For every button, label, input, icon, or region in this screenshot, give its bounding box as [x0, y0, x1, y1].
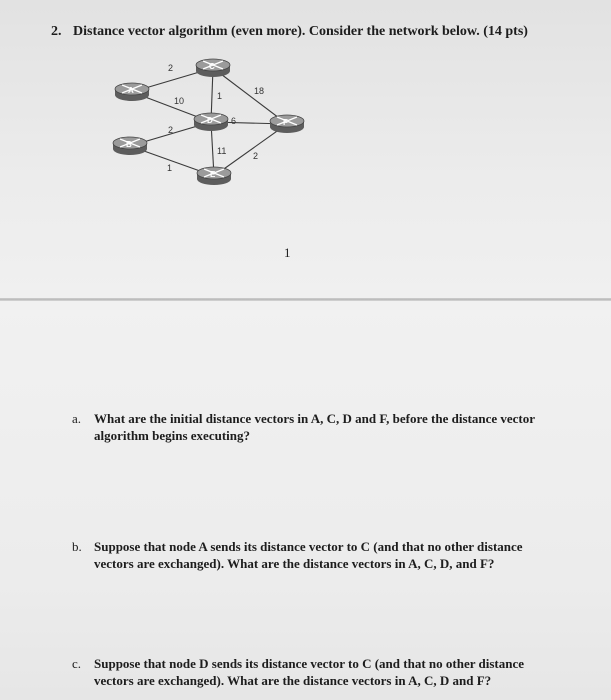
part-b-text: Suppose that node A sends its distance vector to C (and that no other distance vectors are exchanged). What are the distance vectors in A, C, D, and F? — [94, 539, 523, 571]
cost-b-e: 1 — [167, 163, 173, 173]
part-b-letter: b. — [72, 539, 82, 554]
part-a-letter: a. — [72, 411, 82, 426]
cost-d-f: 6 — [231, 116, 237, 126]
part-b — [72, 538, 552, 572]
router-c-label: C — [209, 62, 215, 71]
cost-c-d: 1 — [217, 91, 223, 101]
router-a-label: A — [128, 86, 134, 95]
part-a-text: What are the initial distance vectors in A, C, D and F, before the distance vector algorithm begins executing? — [94, 411, 535, 443]
router-c — [196, 59, 230, 77]
router-b-label: B — [126, 140, 132, 149]
part-a — [72, 410, 552, 444]
cost-a-c: 2 — [168, 63, 174, 73]
question-title — [51, 24, 591, 40]
page-bottom-sheet — [0, 301, 611, 700]
cost-d-e: 11 — [217, 146, 227, 156]
cost-e-f: 2 — [253, 151, 259, 161]
cost-c-f: 18 — [254, 86, 265, 96]
router-d — [194, 113, 228, 131]
part-c-letter: c. — [72, 656, 82, 671]
question-number: 2. — [51, 24, 62, 39]
router-f — [270, 115, 304, 133]
cost-a-d: 10 — [174, 96, 185, 106]
router-a — [115, 83, 149, 101]
part-c — [72, 655, 552, 689]
question-points: (14 pts) — [483, 24, 528, 39]
router-f-label: F — [283, 118, 288, 127]
router-e-label: E — [210, 170, 216, 179]
router-d-label: D — [207, 116, 213, 125]
page-number: 1 — [284, 245, 291, 260]
part-c-text: Suppose that node D sends its distance vector to C (and that no other distance vectors are exchanged). What are the distance vectors in A, C, D and F? — [94, 656, 524, 688]
router-e — [197, 167, 231, 185]
question-text: Distance vector algorithm (even more). Consider the network below. — [73, 24, 480, 39]
cost-b-d: 2 — [168, 125, 174, 135]
network-diagram — [110, 50, 310, 195]
router-b — [113, 137, 147, 155]
